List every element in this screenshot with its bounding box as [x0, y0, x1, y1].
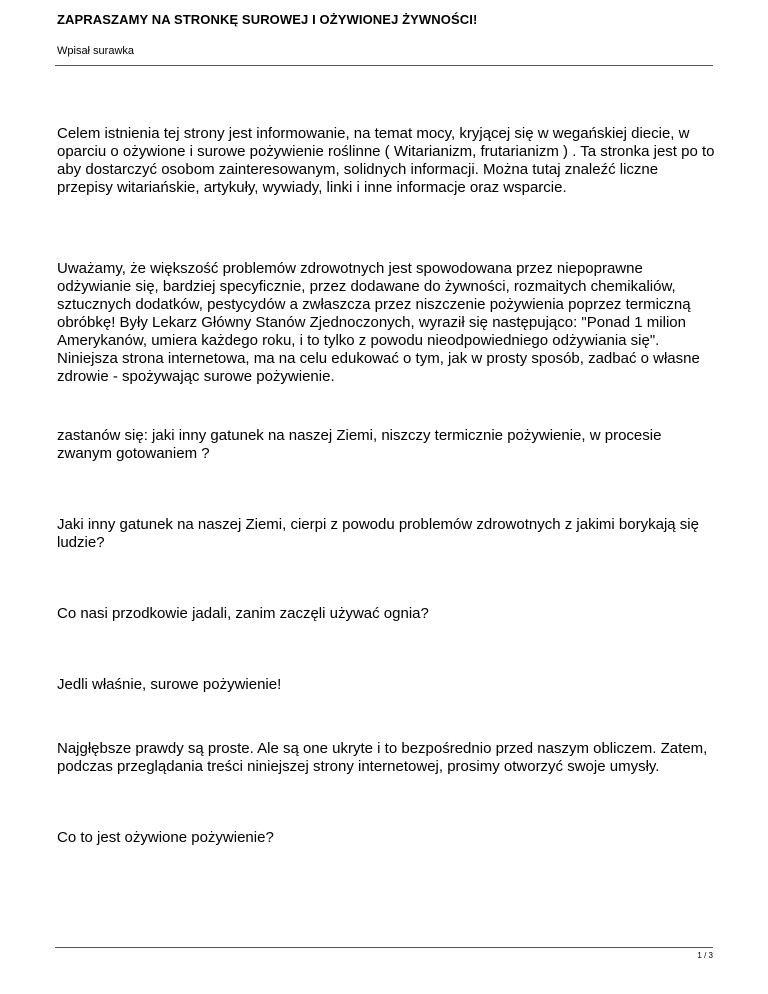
- paragraph-living-food-heading: Co to jest ożywione pożywienie?: [57, 829, 274, 846]
- paragraph-intro: Celem istnienia tej strony jest informowanie, na temat mocy, kryjącej się w wegańskiej diecie, w oparciu o ożywione i surowe pożywienie roślinne ( Witarianizm, frutarianizm ) . Ta stronka jest po to aby dostarczyć osobom zainteresowanym, solidnych informacji. Można tutaj znaleźć liczne przepisy witariańskie, artykuły, wywiady, linki i inne informacje oraz wsparcie.: [57, 125, 715, 196]
- paragraph-question-cooking: zastanów się: jaki inny gatunek na naszej Ziemi, niszczy termicznie pożywienie, w procesie zwanym gotowaniem ?: [57, 427, 662, 462]
- page-number: 1 / 3: [697, 951, 713, 960]
- page-title: ZAPRASZAMY NA STRONKĘ SUROWEJ I OŻYWIONEJ ŻYWNOŚCI!: [57, 12, 478, 27]
- paragraph-question-health: Jaki inny gatunek na naszej Ziemi, cierpi z powodu problemów zdrowotnych z jakimi borykają się ludzie?: [57, 516, 699, 551]
- header-divider: [55, 65, 713, 66]
- paragraph-health-problems: Uważamy, że większość problemów zdrowotnych jest spowodowana przez niepoprawne odżywianie się, bardziej specyficznie, przez dodawane do żywności, rozmaitych chemikaliów, sztucznych dodatków, pestycydów a zwłaszcza przez niszczenie pożywienia poprzez termiczną obróbkę! Były Lekarz Główny Stanów Zjednoczonych, wyraził się następująco: "Ponad 1 milion Amerykanów, umiera każdego roku, i to tylko z powodu nieodpowiedniego odżywiania się". Niniejsza strona internetowa, ma na celu edukować o tym, jak w prosty sposób, zadbać o własne zdrowie - spożywając surowe pożywienie.: [57, 260, 700, 385]
- paragraph-question-ancestors: Co nasi przodkowie jadali, zanim zaczęli używać ognia?: [57, 605, 429, 622]
- paragraph-answer-raw-food: Jedli właśnie, surowe pożywienie!: [57, 676, 282, 693]
- author-line: Wpisał surawka: [57, 45, 135, 57]
- footer-divider: [55, 947, 713, 948]
- paragraph-deepest-truths: Najgłębsze prawdy są proste. Ale są one ukryte i to bezpośrednio przed naszym obliczem. Zatem, podczas przeglądania treści niniejszej strony internetowej, prosimy otworzyć swoje umysły.: [57, 740, 708, 775]
